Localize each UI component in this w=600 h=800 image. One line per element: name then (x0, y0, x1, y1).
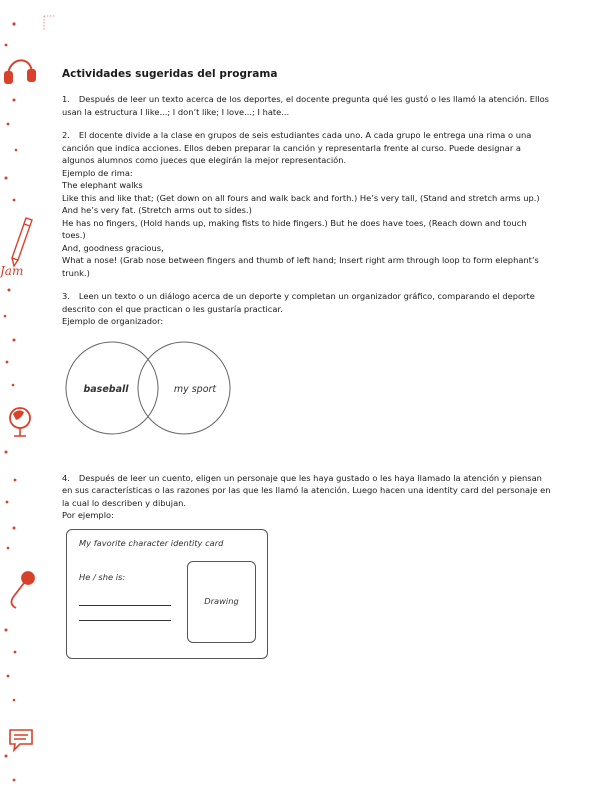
activity-3 (62, 290, 552, 315)
rhyme-line: The elephant walks (62, 180, 143, 190)
organizer-example-label: Ejemplo de organizador: (62, 316, 164, 326)
rhyme-line: Like this and like that; (Get down on all fours and walk back and forth.) He’s very tall, (Stand and stretch arms up.) (62, 192, 540, 203)
document-page (62, 68, 552, 659)
activity-4-text: Después de leer un cuento, eligen un personaje que les haya gustado o les haya llamado la atención y piensan en sus características o las razones por las que les llamó la atención. Luego hacen una identity card del personaje en la cual lo describen y dibujan. (62, 472, 551, 508)
activity-2-number: 2. (62, 130, 70, 140)
margin-decoration (0, 0, 55, 800)
rhyme-line: What a nose! (Grab nose between fingers and thumb of left hand; Insert right arm through loop to form elephant’s trunk.) (62, 255, 539, 278)
drawing-label: Drawing (204, 595, 239, 606)
rhyme-line: And, goodness gracious, (62, 242, 164, 253)
blank-line (79, 620, 171, 621)
rhyme-example-label: Ejemplo de rima: (62, 167, 133, 178)
activity-2 (62, 129, 552, 167)
activity-4-number: 4. (62, 472, 70, 483)
activity-1 (62, 93, 552, 118)
rhyme-line: He has no fingers, (Hold hands up, making fists to hide fingers.) But he does have toes, (Reach down and touch toes.) (62, 217, 527, 240)
activity-3-text: Leen un texto o un diálogo acerca de un deporte y completan un organizador gráfico, comparando el deporte descrito con el que practican o les gustaría practicar. (62, 291, 535, 314)
headphones-icon (5, 60, 35, 83)
activity-1-number: 1. (62, 94, 70, 104)
identity-card (66, 529, 268, 659)
svg-text:Jam: Jam (0, 264, 24, 278)
microphone-icon (11, 572, 34, 608)
activity-1-text: Después de leer un texto acerca de los deportes, el docente pregunta qué les gustó o les llamó la atención. Ellos usan la estructura I like...; I don’t like; I love...; I hate... (62, 94, 549, 117)
blank-line (79, 605, 171, 606)
speech-bubbles-icon (10, 730, 32, 750)
activity-3-number: 3. (62, 291, 70, 301)
venn-left-label: baseball (83, 383, 129, 395)
activity-2-text: El docente divide a la clase en grupos de seis estudiantes cada uno. A cada grupo le entrega una rima o una canción que indica acciones. Ellos deben preparar la canción y representarla frente al curso. Puede designar a algunos alumnos como jueces que elegirán la mejor representación. (62, 130, 532, 165)
activity-4 (62, 472, 552, 510)
rhyme-line: And he’s very fat. (Stretch arms out to sides.) (62, 205, 252, 215)
globe-icon (10, 408, 30, 436)
identity-card-subject-label: He / she is: (79, 571, 126, 582)
venn-right-label: my sport (173, 383, 217, 395)
page-title: Actividades sugeridas del programa (62, 68, 278, 80)
venn-circles (64, 340, 244, 436)
card-example-label: Por ejemplo: (62, 510, 114, 520)
drawing-box (187, 561, 256, 643)
identity-card-title: My favorite character identity card (79, 537, 224, 548)
pencil-icon (0, 218, 32, 278)
venn-diagram (64, 340, 244, 436)
